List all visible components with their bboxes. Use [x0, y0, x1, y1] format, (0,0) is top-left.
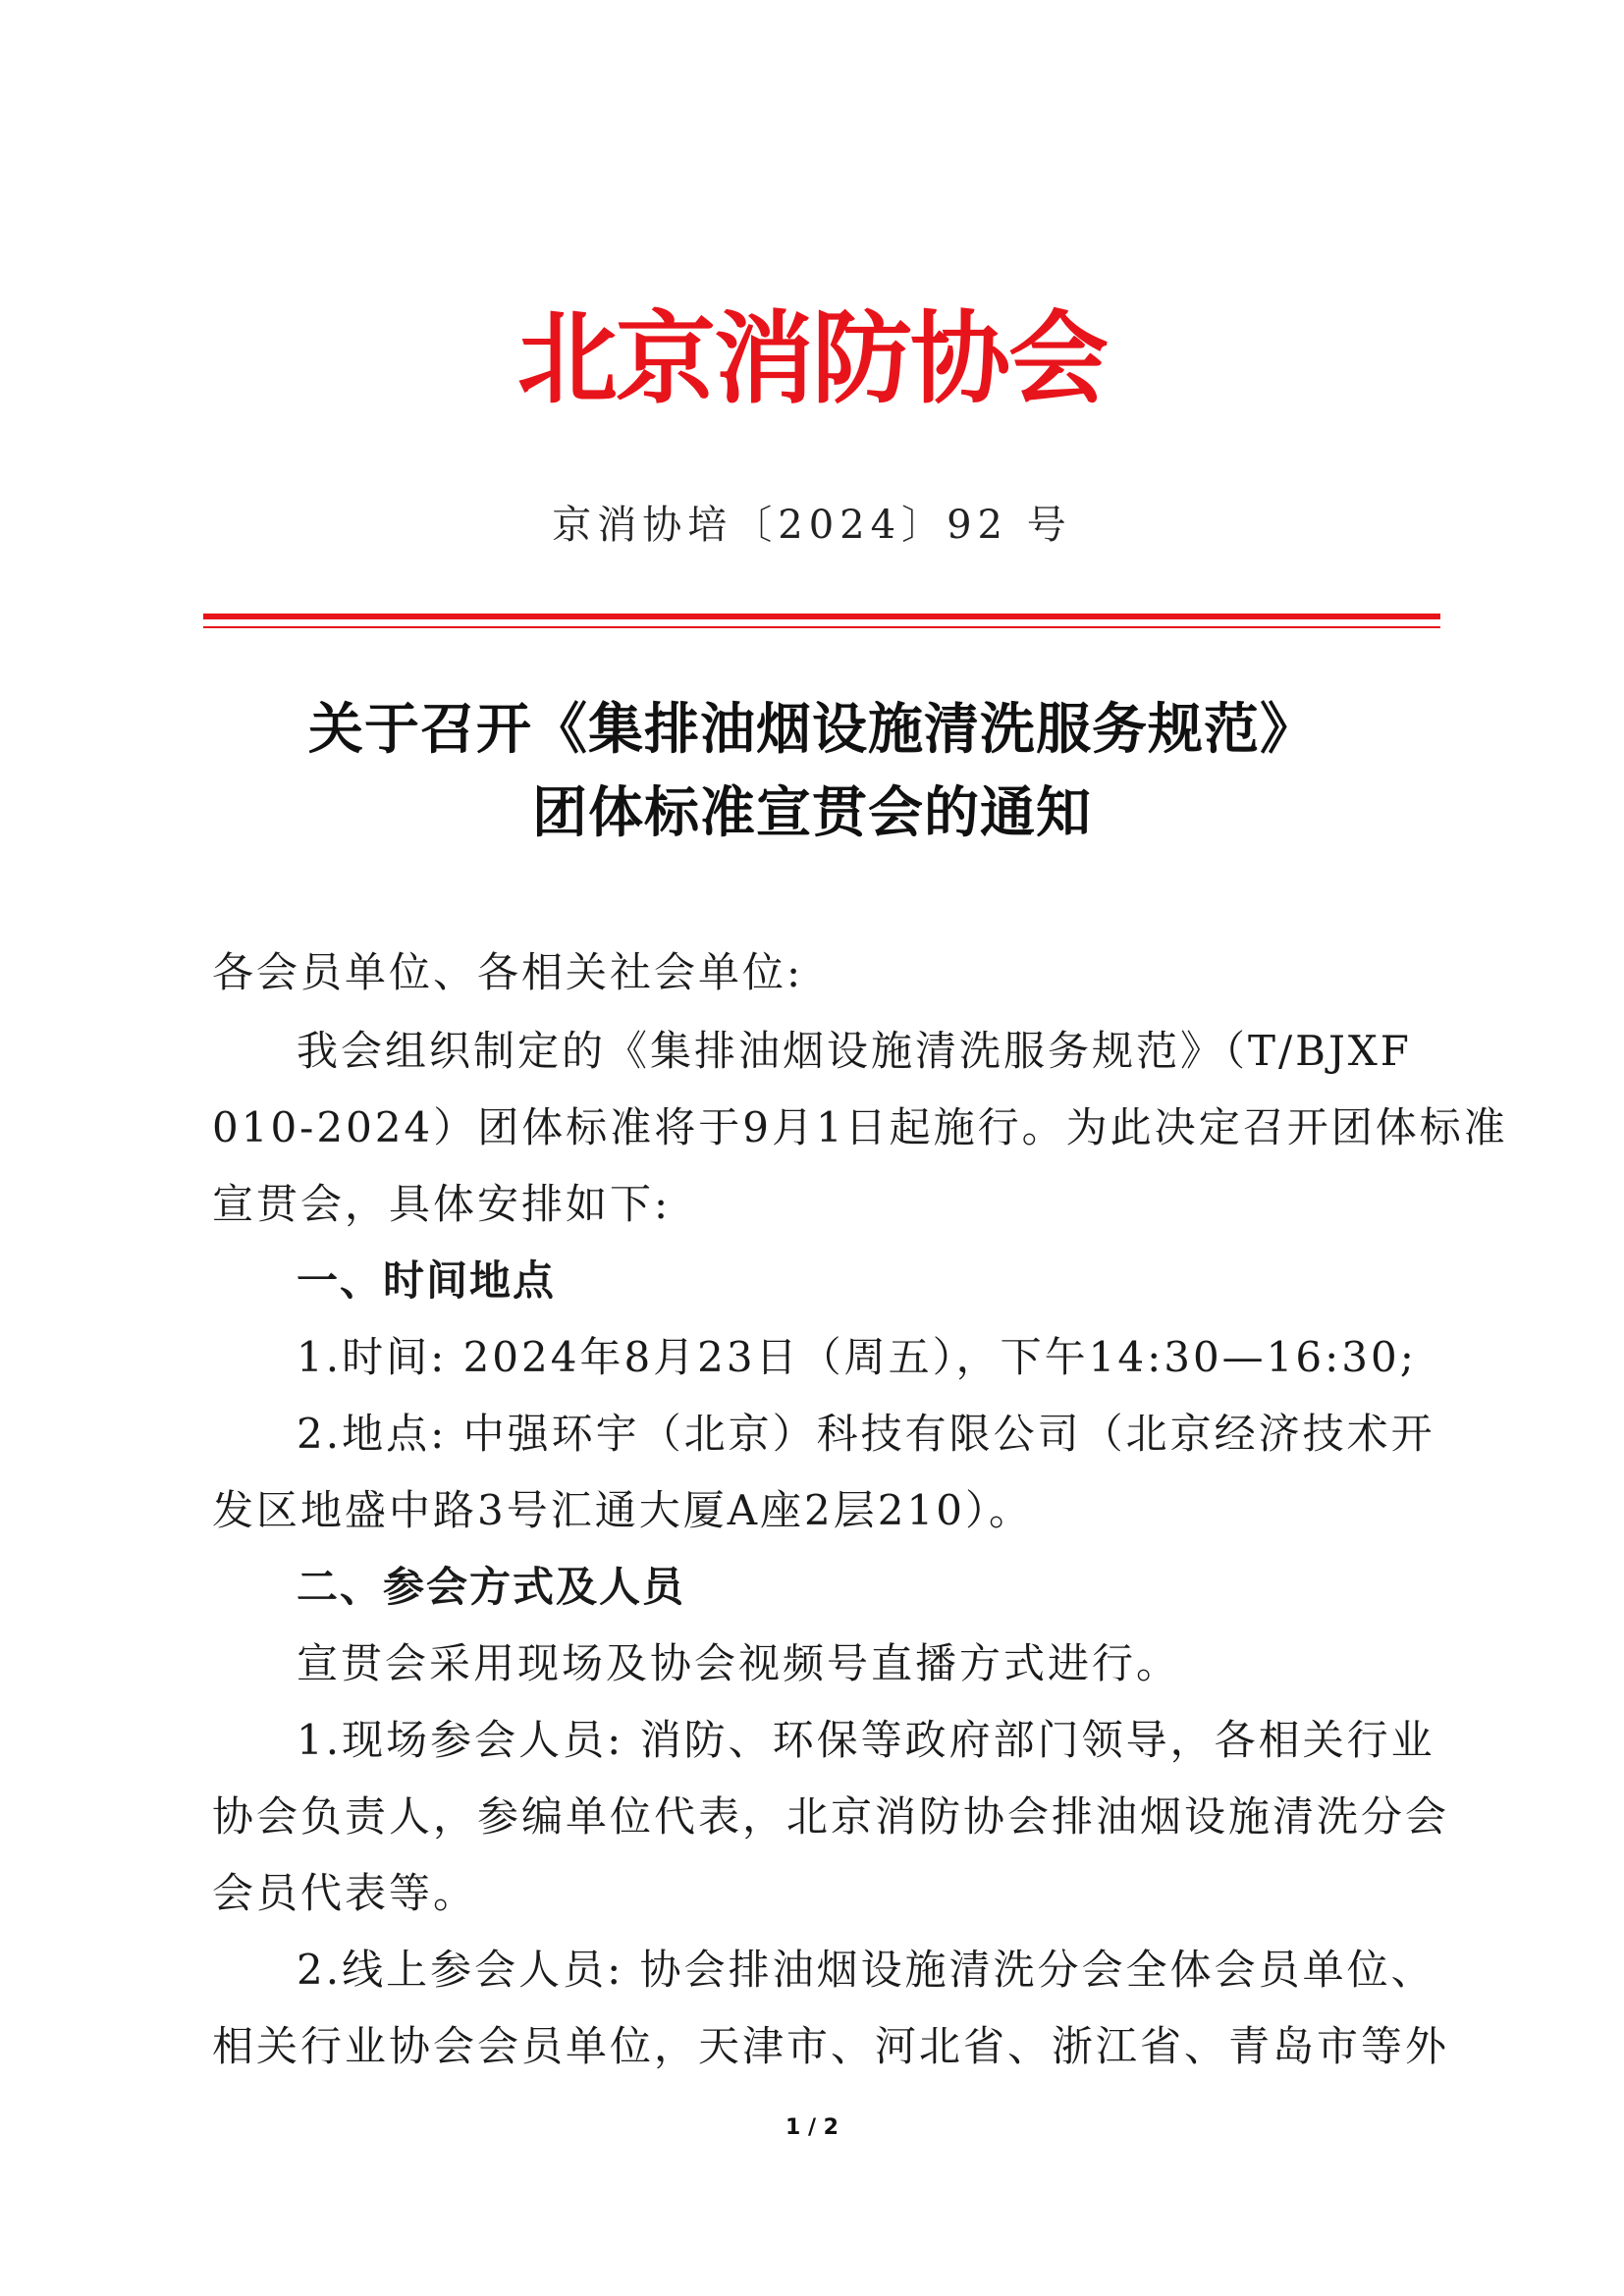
intro-line: 宣贯会，具体安排如下:	[212, 1180, 672, 1228]
page-indicator: 1 / 2	[785, 2115, 839, 2140]
section-heading-attendance: 二、参会方式及人员	[297, 1563, 686, 1611]
onsite-line: 1.现场参会人员: 消防、环保等政府部门领导，各相关行业	[297, 1716, 1435, 1764]
place-line: 发区地盛中路3号汇通大厦A座2层210）。	[212, 1486, 1033, 1534]
online-line: 相关行业协会会员单位，天津市、河北省、浙江省、青岛市等外	[212, 2022, 1450, 2070]
document-number: 京消协培〔2024〕92 号	[552, 503, 1072, 548]
section-heading-time-place: 一、时间地点	[297, 1256, 557, 1305]
salutation: 各会员单位、各相关社会单位:	[212, 948, 804, 996]
place-line: 2.地点: 中强环宇（北京）科技有限公司（北京经济技术开	[297, 1410, 1435, 1458]
mode-line: 宣贯会采用现场及协会视频号直播方式进行。	[297, 1639, 1181, 1687]
header-rule-thin	[203, 626, 1440, 628]
time-line: 1.时间: 2024年8月23日（周五），下午14:30—16:30;	[297, 1333, 1417, 1381]
title-line-2: 团体标准宣贯会的通知	[532, 780, 1092, 845]
title-line-1: 关于召开《集排油烟设施清洗服务规范》	[308, 697, 1316, 762]
org-name-header: 北京消防协会	[517, 300, 1107, 418]
online-line: 2.线上参会人员: 协会排油烟设施清洗分会全体会员单位、	[297, 1946, 1435, 1994]
onsite-line: 会员代表等。	[212, 1869, 478, 1917]
onsite-line: 协会负责人，参编单位代表，北京消防协会排油烟设施清洗分会	[212, 1792, 1450, 1841]
intro-line: 010-2024）团体标准将于9月1日起施行。为此决定召开团体标准	[212, 1103, 1508, 1151]
intro-line: 我会组织制定的《集排油烟设施清洗服务规范》（T/BJXF	[297, 1027, 1412, 1075]
header-rule-thick	[203, 614, 1440, 619]
